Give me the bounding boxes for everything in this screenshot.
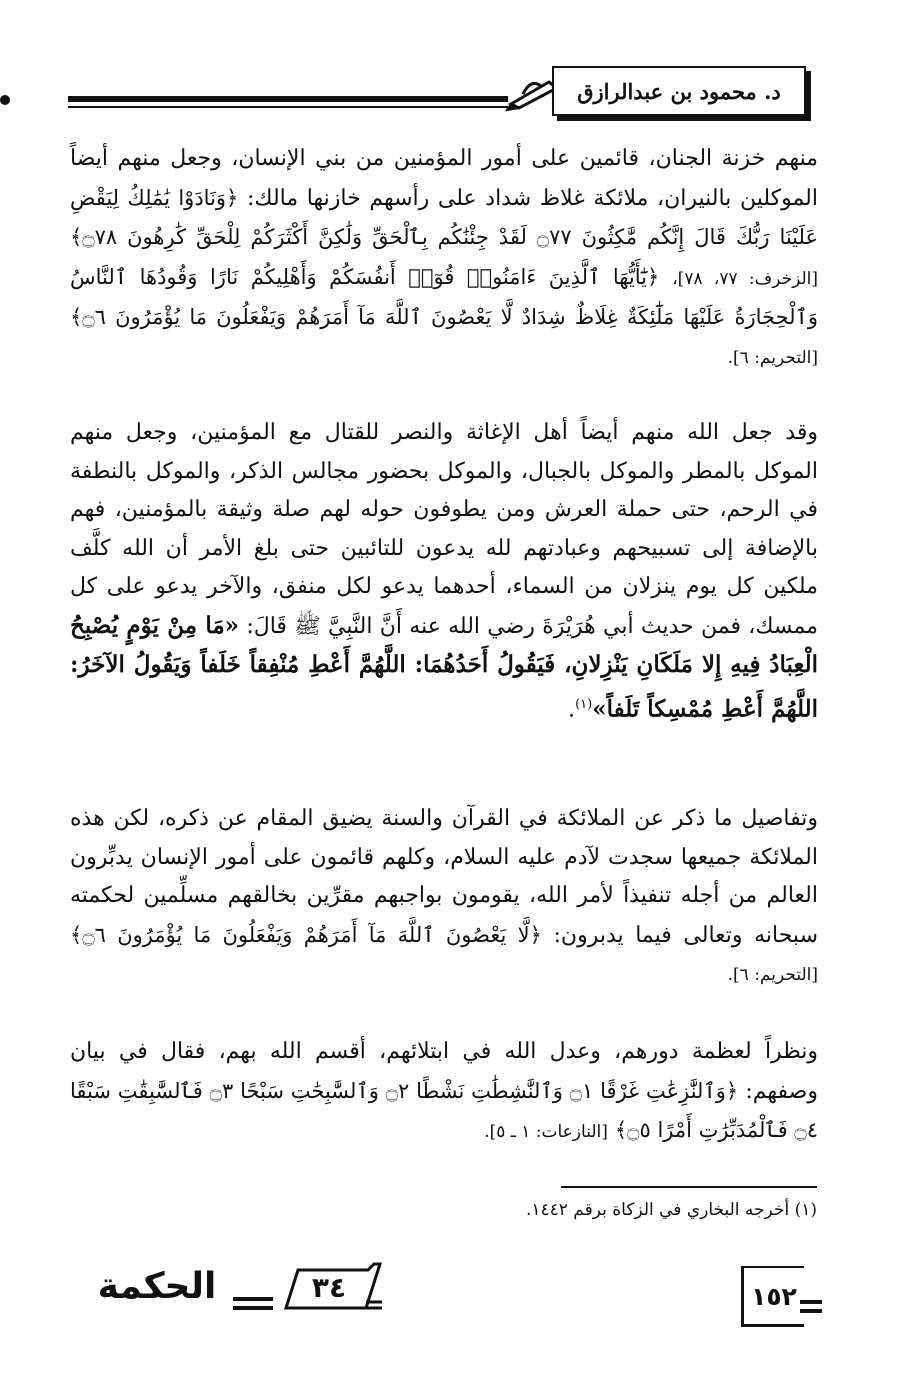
paragraph-1: [70, 140, 818, 377]
margin-dot: [0, 95, 10, 105]
footer-rule-2: [800, 1309, 822, 1313]
header-rule-thin: [68, 106, 508, 108]
page-number: ١٥٢: [751, 1281, 797, 1311]
issue-number: ٣٤: [311, 1271, 347, 1304]
header-rule: [68, 96, 508, 102]
magazine-logo: الحكمة: [97, 1266, 217, 1307]
footer-equals-bottom: [233, 1306, 273, 1310]
paragraph-4: [70, 1033, 818, 1152]
quran-verse-zukhruf: ﴿وَنَادَوْا يَٰمَٰلِكُ لِيَقْضِ عَلَيْنَا رَبُّكَ قَالَ إِنَّكُم مَّٰكِثُونَ ۝٧٧ لَقَدْ جِئْنَٰكُم بِٱلْحَقِّ وَلَٰكِنَّ أَكْثَرَكُمْ لِلْحَقِّ كَٰرِهُونَ ۝٧٨﴾: [70, 185, 819, 249]
quran-verse-tahrim: ﴿يَٰٓأَيُّهَا ٱلَّذِينَ ءَامَنُوا۟ قُوٓا۟ أَنفُسَكُمْ وَأَهْلِيكُمْ نَارًا وَقُودُهَا ٱلنَّاسُ وَٱلْحِجَارَةُ عَلَيْهَا مَلَٰٓئِكَةٌ غِلَاظٌ شِدَادٌ لَّا يَعْصُونَ ٱللَّهَ مَآ أَمَرَهُمْ وَيَفْعَلُونَ مَا يُؤْمَرُونَ ۝٦﴾: [70, 264, 818, 329]
paragraph-2-text: وقد جعل الله منهم أيضاً أهل الإغاثة والنصر للقتال مع المؤمنين، وجعل منهم الموكل بالمطر والموكل بالجبال، والموكل بحضور مجالس الذكر، والموكل بالنطفة في الرحم، حتى حملة العرش ومن يطوفون حوله لهم صلة وثيقة بالمؤمنين، فهم بالإضافة إلى تسبيحهم وعبادتهم لله يدعون للتائبين حتى بلغ الأمر أن الله كلَّف ملكين كل يوم ينزلان من السماء، أحدهما يدعو لكل منفق، والآخر يدعو على كل ممسك، فمن حديث أبي: [70, 420, 819, 639]
citation-tahrim-2: [التحريم: ٦].: [727, 965, 818, 985]
citation-tahrim: [التحريم: ٦].: [727, 347, 818, 368]
footer-equals-top: [233, 1297, 273, 1301]
page-number-box: [741, 1266, 804, 1327]
author-box: [552, 66, 806, 116]
paragraph-3: [70, 800, 818, 995]
paragraph-2: [70, 414, 818, 729]
paragraph-4-text: ونظراً لعظمة دورهم، وعدل الله في ابتلائهم، أقسم الله بهم، فقال في بيان وصفهم:: [70, 1039, 818, 1104]
quran-verse-tahrim-2: ﴿لَّا يَعْصُونَ ٱللَّهَ مَآ أَمَرَهُمْ وَيَفْعَلُونَ مَا يُؤْمَرُونَ ۝٦﴾: [70, 922, 542, 947]
paragraph-3-text: وتفاصيل ما ذكر عن الملائكة في القرآن والسنة يضيق المقام عن ذكره، لكن هذه الملائكة جميعها سجدت لآدم عليه السلام، وكلهم قائمون على أمور الإنسان يدبِّرون العالم من أجله تنفيذاً لأمر الله، يقومون بواجبهم مقرِّين بخالقهم مسلِّمين لحكمته سبحانه وتعالى فيما يدبرون:: [70, 806, 818, 948]
footnote: [526, 1200, 817, 1220]
paragraph-1-intro: منهم خزنة الجنان، قائمين على أمور المؤمنين من بني الإنسان، وجعل منهم أيضاً الموكلين بالنيران، ملائكة غلاظ شداد على رأسهم خازنها مالك:: [70, 146, 819, 211]
quran-verse-naziat: ﴿وَٱلنَّٰزِعَٰتِ غَرْقًا ۝١ وَٱلنَّٰشِطَٰتِ نَشْطًا ۝٢ وَٱلسَّٰبِحَٰتِ سَبْحًا ۝٣ فَٱلسَّٰبِقَٰتِ سَبْقًا ۝٤ فَٱلْمُدَبِّرَٰتِ أَمْرًا ۝٥﴾: [70, 1078, 818, 1142]
footer-rule: [800, 1300, 822, 1304]
hadith-text: «مَا مِنْ يَوْمٍ يُصْبِحُ الْعِبَادُ فِيهِ إِلا مَلَكَانِ يَنْزِلانِ، فَيَقُولُ أَحَدُهُمَا: اللَّهُمَّ أَعْطِ مُنْفِقاً خَلَفاً وَيَقُولُ الآخَرُ: اللَّهُمَّ أَعْطِ مُمْسِكاً تَلَفاً»: [70, 611, 818, 722]
footnote-text: أخرجه البخاري في الزكاة برقم ١٤٤٢.: [525, 1200, 790, 1220]
footnote-reference: (١): [575, 696, 593, 712]
hadith-narrator: هُرَيْرَةَ رضي الله عنه أَنَّ النَّبِيَّ ﷺ قَالَ:: [246, 613, 596, 639]
footnote-rule: [561, 1186, 817, 1188]
citation-naziat: [النازعات: ١ ـ ٥].: [484, 1122, 608, 1142]
author-name: د. محمود بن عبدالرازق: [577, 78, 781, 104]
citation-zukhruf: [الزخرف: ٧٧، ٧٨]،: [672, 268, 819, 289]
paragraph-2-end: .: [568, 696, 576, 722]
footnote-marker: (١): [794, 1200, 817, 1220]
